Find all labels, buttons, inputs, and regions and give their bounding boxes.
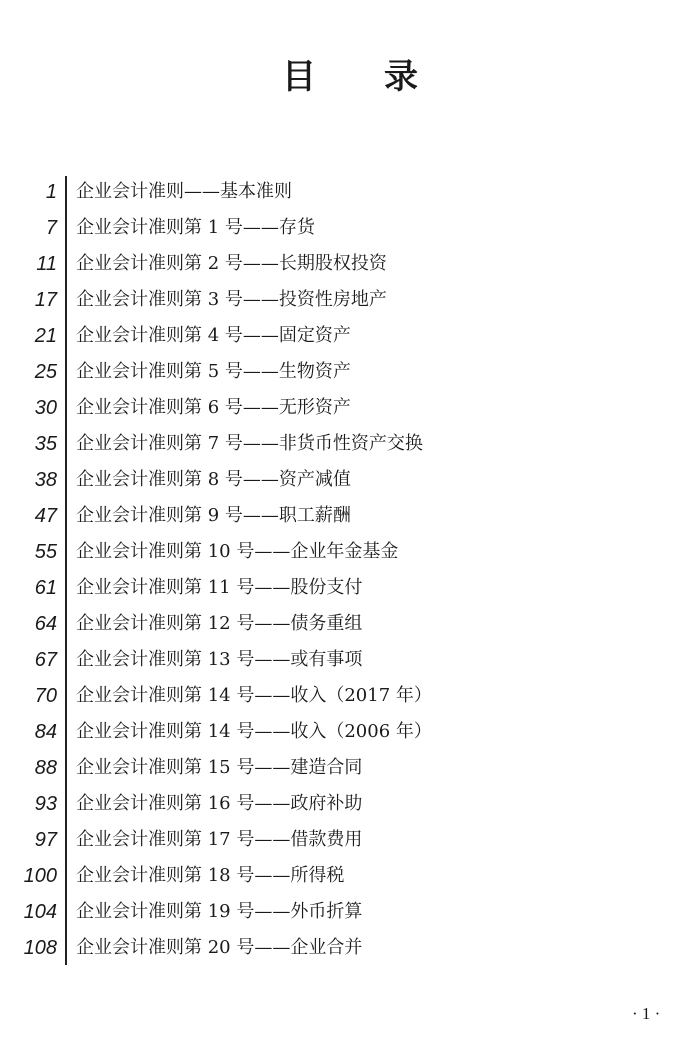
toc-entry-title: 企业会计准则第 2 号——长期股权投资 xyxy=(76,253,387,274)
toc-entry-title: 企业会计准则第 19 号——外币折算 xyxy=(76,901,363,922)
toc-entry-title: 企业会计准则第 5 号——生物资产 xyxy=(76,361,351,382)
toc-entry-title: 企业会计准则第 15 号——建造合同 xyxy=(76,757,363,778)
toc-entry-title: 企业会计准则第 4 号——固定资产 xyxy=(76,325,351,346)
toc-entry[interactable] xyxy=(0,246,700,282)
toc-entry[interactable] xyxy=(0,282,700,318)
toc-entry-page-number: 1 xyxy=(45,181,57,203)
toc-entry-title: 企业会计准则第 14 号——收入（2017 年） xyxy=(76,685,432,706)
toc-entry-page-number: 17 xyxy=(34,289,57,311)
toc-entry[interactable] xyxy=(0,354,700,390)
page-number: · 1 · xyxy=(632,1004,661,1023)
toc-entry-title: 企业会计准则第 9 号——职工薪酬 xyxy=(76,505,351,526)
toc-entry-page-number: 55 xyxy=(34,541,57,563)
toc-entry-page-number: 88 xyxy=(34,757,57,779)
toc-entry-title: 企业会计准则第 20 号——企业合并 xyxy=(76,937,363,958)
toc-entry-page-number: 35 xyxy=(34,433,57,455)
toc-entry[interactable] xyxy=(0,390,700,426)
toc-entry-title: 企业会计准则——基本准则 xyxy=(76,181,292,202)
toc-entry-page-number: 97 xyxy=(34,829,57,851)
toc-entry[interactable] xyxy=(0,894,700,930)
toc-entry[interactable] xyxy=(0,822,700,858)
toc-entry-title: 企业会计准则第 7 号——非货币性资产交换 xyxy=(76,433,423,454)
toc-entry-page-number: 21 xyxy=(34,325,57,347)
toc-entry[interactable] xyxy=(0,750,700,786)
toc-entry[interactable] xyxy=(0,930,700,966)
toc-entry[interactable] xyxy=(0,570,700,606)
toc-entry[interactable] xyxy=(0,498,700,534)
toc-entry-title: 企业会计准则第 13 号——或有事项 xyxy=(76,649,363,670)
toc-entry-title: 企业会计准则第 14 号——收入（2006 年） xyxy=(76,721,432,742)
toc-entry-title: 企业会计准则第 1 号——存货 xyxy=(76,217,315,238)
toc-entry-page-number: 38 xyxy=(34,469,57,491)
toc-entry-page-number: 108 xyxy=(23,937,57,959)
toc-entry[interactable] xyxy=(0,426,700,462)
toc-entry-title: 企业会计准则第 11 号——股份支付 xyxy=(76,577,363,598)
toc-entry-title: 企业会计准则第 12 号——债务重组 xyxy=(76,613,363,634)
toc-entry[interactable] xyxy=(0,606,700,642)
toc-entry-page-number: 11 xyxy=(36,253,57,275)
toc-entry[interactable] xyxy=(0,678,700,714)
toc-entry-page-number: 25 xyxy=(34,361,57,383)
toc-entry-page-number: 47 xyxy=(34,505,57,527)
toc-entry-page-number: 84 xyxy=(34,721,57,743)
toc-entry-title: 企业会计准则第 18 号——所得税 xyxy=(76,865,345,886)
toc-entry-title: 企业会计准则第 17 号——借款费用 xyxy=(76,829,363,850)
toc-entry[interactable] xyxy=(0,534,700,570)
toc-entry[interactable] xyxy=(0,174,700,210)
page-title: 目录 xyxy=(282,56,486,97)
toc-entry[interactable] xyxy=(0,642,700,678)
toc-entry-page-number: 30 xyxy=(34,397,57,419)
toc-entry-page-number: 7 xyxy=(45,217,57,239)
toc-entry-page-number: 67 xyxy=(34,649,57,671)
toc-entry-title: 企业会计准则第 8 号——资产减值 xyxy=(76,469,351,490)
toc-entry-page-number: 70 xyxy=(34,685,57,707)
toc-entry[interactable] xyxy=(0,210,700,246)
toc-entry-title: 企业会计准则第 3 号——投资性房地产 xyxy=(76,289,387,310)
toc-entry-title: 企业会计准则第 16 号——政府补助 xyxy=(76,793,363,814)
toc-entry[interactable] xyxy=(0,318,700,354)
toc-entry-title: 企业会计准则第 10 号——企业年金基金 xyxy=(76,541,399,562)
toc-entry-page-number: 93 xyxy=(34,793,57,815)
toc-entry-title: 企业会计准则第 6 号——无形资产 xyxy=(76,397,351,418)
toc-entry-page-number: 104 xyxy=(23,901,57,923)
toc-entry[interactable] xyxy=(0,714,700,750)
toc-entry-page-number: 64 xyxy=(34,613,57,635)
toc-entry[interactable] xyxy=(0,462,700,498)
table-of-contents xyxy=(0,174,700,966)
toc-entry-page-number: 100 xyxy=(23,865,57,887)
toc-entry[interactable] xyxy=(0,786,700,822)
toc-entry-page-number: 61 xyxy=(34,577,57,599)
toc-entry[interactable] xyxy=(0,858,700,894)
